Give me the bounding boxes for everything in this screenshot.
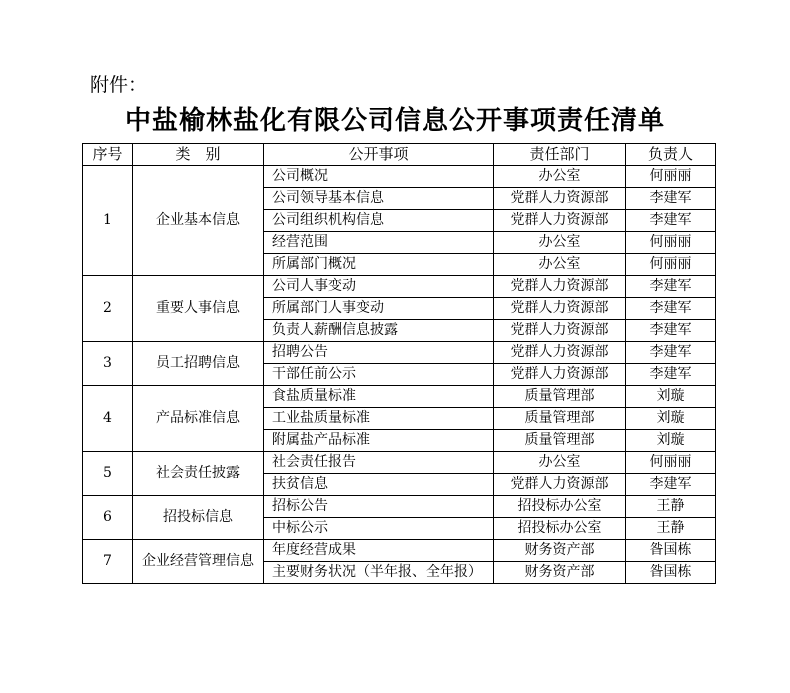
row-category: 重要人事信息 [133,276,264,342]
row-person: 刘璇 [626,408,716,430]
row-item: 所属部门概况 [264,254,494,276]
row-category: 企业基本信息 [133,166,264,276]
row-seq: 4 [83,386,133,452]
row-item: 所属部门人事变动 [264,298,494,320]
row-item: 公司领导基本信息 [264,188,494,210]
row-dept: 党群人力资源部 [494,320,626,342]
row-item: 公司人事变动 [264,276,494,298]
row-item: 年度经营成果 [264,540,494,562]
row-item: 扶贫信息 [264,474,494,496]
table-row [83,342,716,364]
row-seq: 5 [83,452,133,496]
header-seq: 序号 [83,144,133,166]
row-dept: 财务资产部 [494,540,626,562]
row-dept: 质量管理部 [494,430,626,452]
row-item: 招聘公告 [264,342,494,364]
row-dept: 招投标办公室 [494,496,626,518]
row-dept: 党群人力资源部 [494,474,626,496]
row-person: 何丽丽 [626,232,716,254]
row-person: 王静 [626,518,716,540]
row-person: 何丽丽 [626,166,716,188]
row-dept: 党群人力资源部 [494,210,626,232]
row-person: 李建军 [626,320,716,342]
table-row [83,386,716,408]
row-item: 中标公示 [264,518,494,540]
row-person: 李建军 [626,276,716,298]
document-title: 中盐榆林盐化有限公司信息公开事项责任清单 [124,106,665,136]
table-row [83,166,716,188]
row-seq: 3 [83,342,133,386]
row-category: 企业经营管理信息 [133,540,264,584]
row-item: 工业盐质量标准 [264,408,494,430]
row-dept: 党群人力资源部 [494,276,626,298]
header-person: 负责人 [626,144,716,166]
attachment-label: 附件： [90,74,148,96]
table-row [83,540,716,562]
row-dept: 质量管理部 [494,408,626,430]
row-seq: 1 [83,166,133,276]
header-item: 公开事项 [264,144,494,166]
row-category: 社会责任披露 [133,452,264,496]
table-body [83,166,716,584]
row-dept: 办公室 [494,452,626,474]
row-item: 食盐质量标准 [264,386,494,408]
row-person: 李建军 [626,188,716,210]
header-dept: 责任部门 [494,144,626,166]
row-item: 附属盐产品标准 [264,430,494,452]
row-person: 昝国栋 [626,562,716,584]
table-row [83,452,716,474]
row-dept: 质量管理部 [494,386,626,408]
row-category: 招投标信息 [133,496,264,540]
row-seq: 6 [83,496,133,540]
row-item: 公司概况 [264,166,494,188]
row-person: 何丽丽 [626,452,716,474]
row-dept: 招投标办公室 [494,518,626,540]
row-person: 李建军 [626,298,716,320]
row-person: 李建军 [626,474,716,496]
row-item: 社会责任报告 [264,452,494,474]
table-row [83,496,716,518]
row-dept: 党群人力资源部 [494,342,626,364]
row-item: 主要财务状况（半年报、全年报） [264,562,494,584]
table-header-row [83,144,716,166]
row-dept: 办公室 [494,254,626,276]
row-dept: 党群人力资源部 [494,188,626,210]
row-dept: 财务资产部 [494,562,626,584]
row-person: 李建军 [626,210,716,232]
row-dept: 党群人力资源部 [494,298,626,320]
row-person: 何丽丽 [626,254,716,276]
row-item: 干部任前公示 [264,364,494,386]
row-item: 公司组织机构信息 [264,210,494,232]
row-seq: 2 [83,276,133,342]
row-person: 昝国栋 [626,540,716,562]
row-dept: 办公室 [494,232,626,254]
row-person: 刘璇 [626,430,716,452]
row-dept: 党群人力资源部 [494,364,626,386]
row-person: 刘璇 [626,386,716,408]
table-row [83,276,716,298]
row-person: 王静 [626,496,716,518]
row-item: 经营范围 [264,232,494,254]
responsibility-table [82,143,716,584]
row-dept: 办公室 [494,166,626,188]
row-item: 招标公告 [264,496,494,518]
header-category: 类 别 [133,144,264,166]
row-category: 员工招聘信息 [133,342,264,386]
row-person: 李建军 [626,342,716,364]
row-person: 李建军 [626,364,716,386]
row-category: 产品标准信息 [133,386,264,452]
row-seq: 7 [83,540,133,584]
row-item: 负责人薪酬信息披露 [264,320,494,342]
